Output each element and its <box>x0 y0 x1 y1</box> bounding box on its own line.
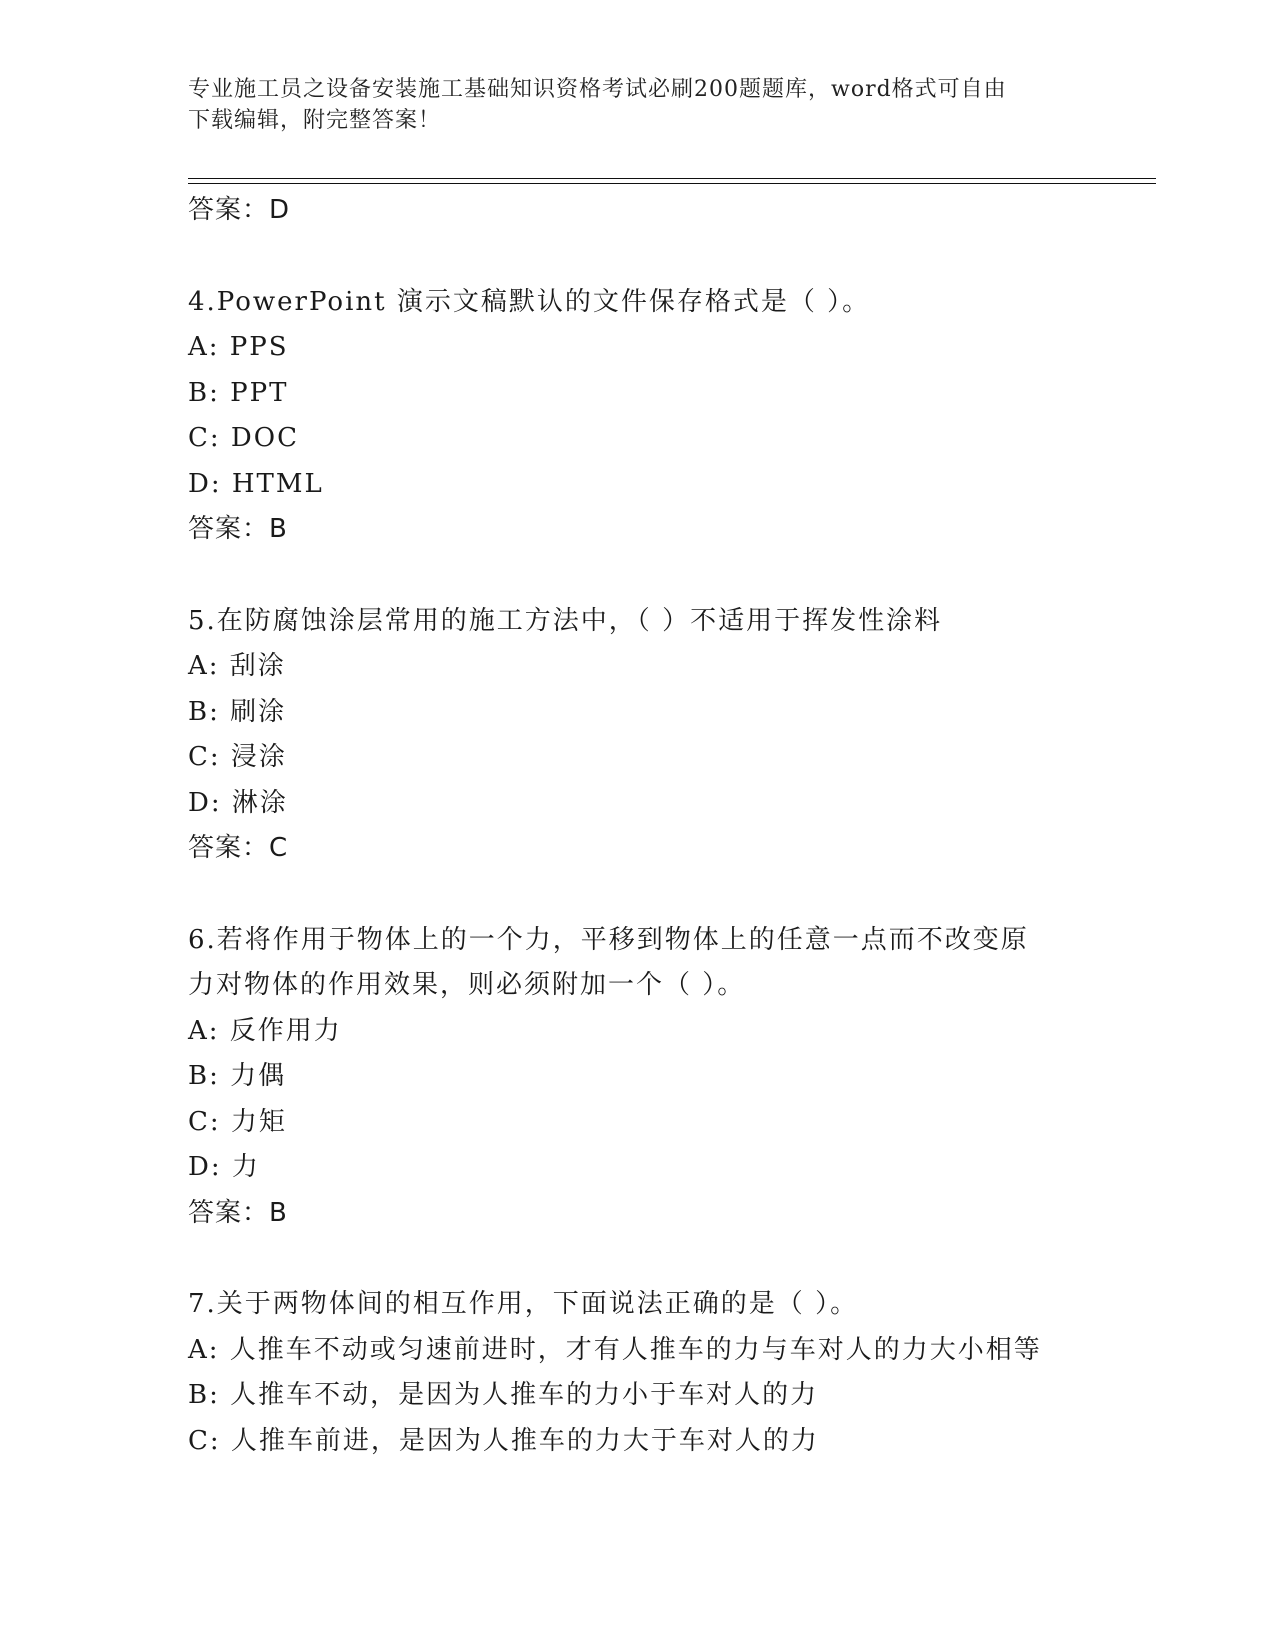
question-stem: 5.在防腐蚀涂层常用的施工方法中，（ ）不适用于挥发性涂料 <box>188 605 943 636</box>
question-stem: 7.关于两物体间的相互作用，下面说法正确的是（ ）。 <box>188 1289 859 1319</box>
option-a: A: 反作用力 <box>188 1015 342 1046</box>
option-d: D: HTML <box>188 468 324 499</box>
option-b: B: PPT <box>188 377 289 408</box>
option-a: A: 刮涂 <box>188 651 286 681</box>
document-header <box>188 74 1088 136</box>
question-answer: 答案：C <box>188 833 289 863</box>
option-b: B: 刷涂 <box>188 696 287 727</box>
question-6 <box>188 918 1148 1237</box>
option-c: C: 人推车前进，是因为人推车的力大于车对人的力 <box>188 1425 819 1456</box>
option-c: C: DOC <box>188 423 299 453</box>
option-b: B: 人推车不动，是因为人推车的力小于车对人的力 <box>188 1380 819 1410</box>
question-4 <box>188 280 1148 553</box>
question-stem-line-1: 6.若将作用于物体上的一个力，平移到物体上的任意一点而不改变原 <box>188 924 1029 955</box>
question-7 <box>188 1282 1148 1464</box>
previous-answer: 答案：D <box>188 195 291 225</box>
header-rule-top <box>188 178 1156 179</box>
option-c: C: 力矩 <box>188 1106 287 1137</box>
spacer <box>188 872 1148 918</box>
spacer <box>188 234 1148 280</box>
question-answer: 答案：B <box>188 514 288 544</box>
question-answer: 答案：B <box>188 1197 288 1228</box>
option-b: B: 力偶 <box>188 1061 287 1091</box>
spacer <box>188 1236 1148 1282</box>
question-stem: 4.PowerPoint 演示文稿默认的文件保存格式是（ ）。 <box>188 286 871 317</box>
header-line-1: 专业施工员之设备安装施工基础知识资格考试必刷200题题库，word格式可自由 <box>188 77 1007 102</box>
question-list <box>188 188 1148 1464</box>
option-c: C: 浸涂 <box>188 742 287 772</box>
option-d: D: 力 <box>188 1152 260 1182</box>
option-d: D: 淋涂 <box>188 787 288 818</box>
spacer <box>188 553 1148 599</box>
header-line-2: 下载编辑，附完整答案！ <box>188 108 442 133</box>
header-rule-bottom <box>188 183 1156 184</box>
question-stem-line-2: 力对物体的作用效果，则必须附加一个（ ）。 <box>188 970 746 1000</box>
option-a: A: 人推车不动或匀速前进时，才有人推车的力与车对人的力大小相等 <box>188 1334 1042 1365</box>
question-5 <box>188 599 1148 872</box>
option-a: A: PPS <box>188 332 289 362</box>
